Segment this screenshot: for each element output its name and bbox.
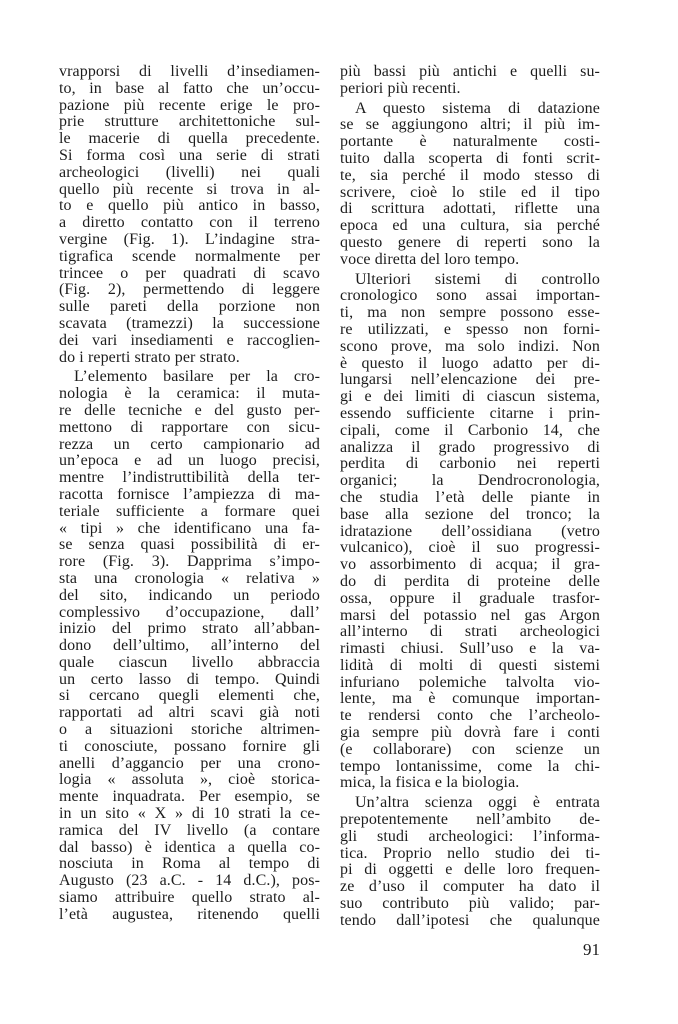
paragraph (59, 369, 320, 923)
text-line: gi e dei limiti di ciascun sistema, (340, 388, 600, 406)
text-line: te, sia perché il modo stesso di (340, 166, 600, 184)
text-line: dal basso) è identica a quella co- (59, 838, 320, 856)
text-line: tuito dalla scoperta di fonti scrit- (340, 149, 600, 167)
text-line: idratazione dell’ossidiana (vetro (340, 522, 600, 540)
text-line: siamo attribuire quello strato al- (59, 889, 320, 907)
text-line: all’interno di strati archeologici (340, 623, 600, 641)
text-line: trincee o per quadrati di scavo (59, 264, 320, 282)
text-line: ze d’uso il computer ha dato il (340, 878, 600, 896)
text-line: infuriano polemiche talvolta vio- (340, 673, 600, 691)
text-line: analizza il grado progressivo di (340, 438, 600, 456)
text-line: prepotentemente nell’ambito de- (340, 811, 600, 829)
text-line: un certo lasso di tempo. Quindi (59, 670, 320, 688)
text-line: Un’altra scienza oggi è entrata (355, 794, 600, 812)
text-line: ramica del IV livello (a contare (59, 821, 320, 839)
text-line: ti conosciute, possano fornire gli (59, 737, 320, 755)
text-line: (e collaborare) con scienze un (340, 740, 600, 758)
text-line: (Fig. 2), permettendo di leggere (59, 281, 320, 299)
text-line: do di perdita di proteine delle (340, 572, 600, 590)
text-line: cipali, come il Carbonio 14, che (340, 421, 600, 439)
text-line: mente inquadrata. Per esempio, se (59, 788, 320, 806)
text-line: pazione più recente erige le pro- (59, 96, 320, 114)
text-line: o a situazioni storiche altrimen- (59, 721, 320, 739)
text-line: inizio del primo strato all’abban- (59, 620, 320, 638)
text-line: lungarsi nell’elencazione dei pre- (340, 371, 600, 389)
text-line: scrivere, cioè lo stile ed il tipo (340, 183, 600, 201)
text-line: che studia l’età delle piante in (340, 488, 600, 506)
text-line: organici; la Dendrocronologia, (340, 472, 600, 490)
text-line: portante è naturalmente costi- (340, 133, 600, 151)
text-line: se se aggiungono altri; il più im- (340, 116, 600, 134)
text-line: gia sempre più dovrà fare i conti (340, 724, 600, 742)
text-line: sulle pareti della porzione non (59, 298, 320, 316)
text-line: teriale sufficiente a formare quei (59, 502, 320, 520)
text-line: ti, ma non sempre possono esse- (340, 304, 600, 322)
text-line: dei vari insediamenti e raccoglien- (59, 331, 320, 349)
text-line: re utilizzati, e spesso non forni- (340, 320, 600, 338)
text-line: nosciuta in Roma al tempo di (59, 855, 320, 873)
paragraph (340, 795, 600, 929)
text-line: lidità di molti di questi sistemi (340, 656, 600, 674)
text-line: Augusto (23 a.C. - 14 d.C.), pos- (59, 872, 320, 890)
text-line: epoca ed una cultura, sia perché (340, 217, 600, 235)
text-line: racotta fornisce l’ampiezza di ma- (59, 485, 320, 503)
text-line: Ulteriori sistemi di controllo (355, 270, 600, 288)
text-line: rore (Fig. 3). Dapprima s’impo- (59, 553, 320, 571)
text-line: marsi del potassio nel gas Argon (340, 606, 600, 624)
text-line: più bassi più antichi e quelli su- (340, 63, 600, 80)
text-line: questo genere di reperti sono la (340, 233, 600, 251)
text-line: a diretto contatto con il terreno (59, 214, 320, 232)
text-line: dono dell’ultimo, all’interno del (59, 637, 320, 655)
text-line: rimasti chiusi. Sull’uso e la va- (340, 640, 600, 658)
text-line: se senza quasi possibilità di er- (59, 536, 320, 554)
text-line: pi di oggetti e delle loro frequen- (340, 861, 600, 879)
text-line: vulcanico), cioè il suo progressi- (340, 539, 600, 557)
text-line: mentre l’indistruttibilità della ter- (59, 469, 320, 487)
text-line: to, in base al fatto che un’occu- (59, 79, 320, 97)
text-line: tendo dall’ipotesi che qualunque (340, 911, 600, 929)
text-line: suo contributo più valido; par- (340, 895, 600, 913)
text-line: nologia è la ceramica: il muta- (59, 385, 320, 403)
text-line: voce diretta del loro tempo. (340, 250, 520, 268)
text-line: archeologici (livelli) nei quali (59, 163, 320, 181)
paragraph (340, 64, 600, 98)
text-line: to e quello più antico in basso, (59, 197, 320, 215)
text-line: te rendersi conto che l’archeolo- (340, 707, 600, 725)
text-line: rapportati ad altri scavi già noti (59, 704, 320, 722)
text-line: lente, ma è comunque importan- (340, 690, 600, 708)
text-line: mettono di rapportare con sicu- (59, 418, 320, 436)
text-line: tempo lontanissime, come la chi- (340, 757, 600, 775)
text-line: essendo sufficiente citarne i prin- (340, 404, 600, 422)
text-line: cronologico sono assai importan- (340, 287, 600, 305)
text-line: quale ciascun livello abbraccia (59, 653, 320, 671)
text-line: quello più recente si trova in al- (59, 180, 320, 198)
text-line: di scrittura adottati, riflette una (340, 200, 600, 218)
text-line: do i reperti strato per strato. (59, 348, 240, 366)
text-line: scono prove, ma solo indizi. Non (340, 337, 600, 355)
text-line: in un sito « X » di 10 strati la ce- (59, 805, 320, 823)
text-line: del sito, indicando un periodo (59, 586, 320, 604)
text-line: vo assorbimento di acqua; il gra- (340, 556, 600, 574)
text-line: prie strutture architettoniche sul- (59, 113, 320, 131)
text-line: un’epoca e ad un luogo precisi, (59, 452, 320, 470)
text-line: gli studi archeologici: l’informa- (340, 827, 600, 845)
text-line: base alla sezione del tronco; la (340, 505, 600, 523)
text-line: ossa, oppure il graduale trasfor- (340, 589, 600, 607)
text-line: le macerie di quella precedente. (59, 130, 320, 148)
left-column (59, 64, 320, 924)
text-line: vergine (Fig. 1). L’indagine stra- (59, 230, 320, 248)
text-line: Si forma così una serie di strati (59, 146, 320, 164)
text-line: rezza un certo campionario ad (59, 435, 320, 453)
text-line: scavata (tramezzi) la successione (59, 314, 320, 332)
page-number: 91 (583, 940, 600, 959)
text-line: si cercano quegli elementi che, (59, 687, 320, 705)
text-line: re delle tecniche e del gusto per- (59, 401, 320, 419)
text-line: tigrafica scende normalmente per (59, 247, 320, 265)
right-column (340, 64, 600, 930)
text-line: tica. Proprio nello studio dei ti- (340, 844, 600, 862)
text-line: « tipi » che identificano una fa- (59, 519, 320, 537)
paragraph (59, 64, 320, 366)
text-line: perdita di carbonio nei reperti (340, 455, 600, 473)
paragraph (340, 272, 600, 793)
text-line: anelli d’aggancio per una crono- (59, 754, 320, 772)
paragraph (340, 101, 600, 269)
text-line: complessivo d’occupazione, dall’ (59, 603, 320, 621)
text-line: sta una cronologia « relativa » (59, 569, 320, 587)
text-line: mica, la fisica e la biologia. (340, 774, 520, 792)
text-line: logia « assoluta », cioè storica- (59, 771, 320, 789)
text-line: L’elemento basilare per la cro- (74, 368, 320, 386)
text-line: l’età augustea, ritenendo quelli (59, 905, 320, 923)
text-line: è questo il luogo adatto per di- (340, 354, 600, 372)
text-line: vrapporsi di livelli d’insediamen- (59, 63, 320, 80)
text-line: A questo sistema di datazione (355, 99, 600, 117)
text-line: periori più recenti. (340, 79, 461, 97)
